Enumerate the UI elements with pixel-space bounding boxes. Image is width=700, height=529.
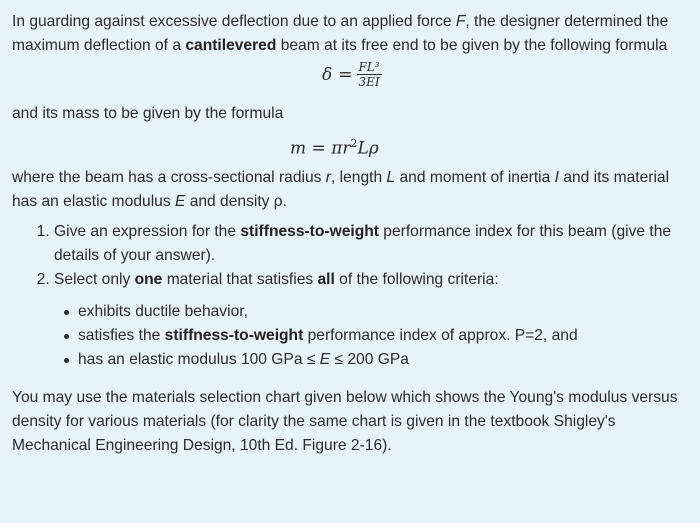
deflection-fraction [357, 60, 382, 89]
intro-text-1: In guarding against excessive deflection due to an applied force [12, 13, 456, 30]
cantilevered-bold: cantilevered [185, 37, 277, 54]
equals-sign: = [338, 64, 353, 85]
mass-rest: Lρ [357, 138, 379, 159]
q2-text-1: Select only [54, 271, 135, 288]
q2-text-3: of the following criteria: [334, 271, 499, 288]
delta-symbol: δ [322, 64, 333, 85]
mass-formula [12, 126, 686, 164]
force-variable: F [455, 13, 466, 30]
modulus-variable: E [174, 193, 186, 210]
where-text-1: where the beam has a cross-sectional radius [12, 169, 326, 186]
where-text-4: and its material has an elastic modulus [12, 169, 670, 210]
fraction-denominator: 3EI [358, 75, 380, 89]
where-text-3: and moment of inertia [395, 169, 555, 186]
mass-pi-r: πr [331, 138, 351, 159]
question-list [12, 220, 686, 292]
question-item-1 [54, 220, 686, 268]
criteria-item-1: exhibits ductile behavior, [78, 300, 686, 324]
criteria-list [12, 300, 686, 372]
c3-text-2: ≤ 200 GPa [330, 351, 409, 368]
q2-text-2: material that satisfies [162, 271, 318, 288]
c3-modulus-variable: E [319, 351, 331, 368]
criteria-item-2 [78, 324, 686, 348]
q1-text-1: Give an expression for the [54, 223, 241, 240]
c2-text-1: satisfies the [78, 327, 165, 344]
fraction-numerator: FL³ [358, 60, 380, 74]
mass-expression [290, 132, 379, 161]
where-paragraph [12, 166, 686, 214]
c3-text-1: has an elastic modulus 100 GPa ≤ [78, 351, 320, 368]
deflection-expression [322, 60, 382, 89]
inertia-variable: I [554, 169, 559, 186]
length-variable: L [386, 169, 396, 186]
q2-bold-all: all [317, 271, 335, 288]
question-item-2 [54, 268, 686, 292]
intro-paragraph [12, 10, 686, 58]
c2-bold: stiffness-to-weight [164, 327, 304, 344]
c2-text-2: performance index of approx. P=2, and [303, 327, 578, 344]
where-text-5: and density ρ. [185, 193, 288, 210]
mass-exponent: 2 [350, 137, 358, 150]
intro-text-3: beam at its free end to be given by the following formula [276, 37, 668, 54]
mass-label: and its mass to be given by the formula [12, 105, 284, 122]
deflection-formula [12, 58, 686, 98]
mass-symbol: m [290, 138, 307, 159]
radius-variable: r [325, 169, 331, 186]
where-text-2: , length [330, 169, 387, 186]
q1-bold: stiffness-to-weight [240, 223, 379, 240]
criteria-item-3 [78, 348, 686, 372]
mass-equals: = [306, 138, 332, 159]
closing-paragraph: You may use the materials selection chart given below which shows the Young's modulus versus density for various materials (for clarity the same chart is given in the textbook Shigley's Mechanical Engineering Design, 10th Ed. Figure 2-16). [12, 389, 678, 454]
q1-text-2: performance index for this beam (give the details of your answer). [54, 223, 672, 264]
q2-bold-one: one [134, 271, 163, 288]
intro-text-2: , the designer determined the maximum deflection of a [12, 13, 669, 54]
